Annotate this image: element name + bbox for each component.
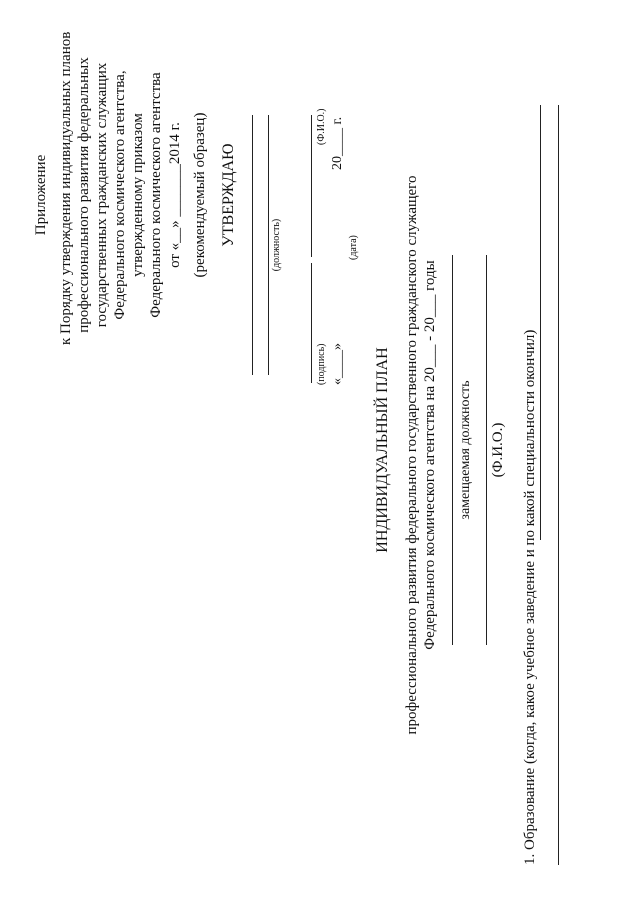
appendix-line-4: Федерального космического агентства,: [112, 70, 128, 320]
substituted-position-caption: замещаемая должность: [458, 380, 473, 520]
section-1-fill-line: [540, 105, 541, 540]
date-caption: (дата): [348, 235, 359, 260]
date-open: «____»: [330, 343, 345, 385]
plan-line-1: профессионального развития федерального государственного гражданского служащего: [404, 175, 420, 735]
recommended-sample-note: (рекомендуемый образец): [192, 112, 208, 278]
plan-title: ИНДИВИДУАЛЬНЫЙ ПЛАН: [374, 347, 391, 553]
appendix-line-6: Федерального космического агентства: [148, 72, 164, 318]
signature-line: [311, 263, 312, 383]
date-year: 20____ г.: [330, 116, 345, 170]
position-line: [252, 115, 253, 375]
appendix-line-5: утвержденному приказом: [130, 113, 146, 277]
approve-title: УТВЕРЖДАЮ: [220, 143, 237, 247]
section-1-line-2: [558, 105, 559, 865]
appendix-line-2: профессионального развития федеральных: [76, 57, 92, 333]
fio-caption-approve: (Ф.И.О.): [316, 108, 327, 145]
plan-line-2: Федерального космического агентства на 20___ - 20___ годы: [422, 260, 438, 650]
employee-fio-line: [486, 255, 487, 645]
section-1-label: 1. Образование (когда, какое учебное заведение и по какой специальности окончил): [522, 329, 538, 865]
appendix-line-3: государственных гражданских служащих: [94, 62, 110, 328]
fio-line: [311, 115, 312, 257]
signature-caption: (подпись): [316, 343, 327, 385]
appendix-title: Приложение: [33, 154, 49, 236]
appendix-line-1: к Порядку утверждения индивидуальных планов: [58, 31, 74, 345]
employee-fio-caption: (Ф.И.О.): [490, 422, 506, 478]
position-line-2: [268, 115, 269, 375]
substituted-position-line: [452, 255, 453, 645]
appendix-line-7: от «__» _______2014 г.: [167, 122, 183, 268]
position-caption: (должность): [271, 218, 282, 272]
